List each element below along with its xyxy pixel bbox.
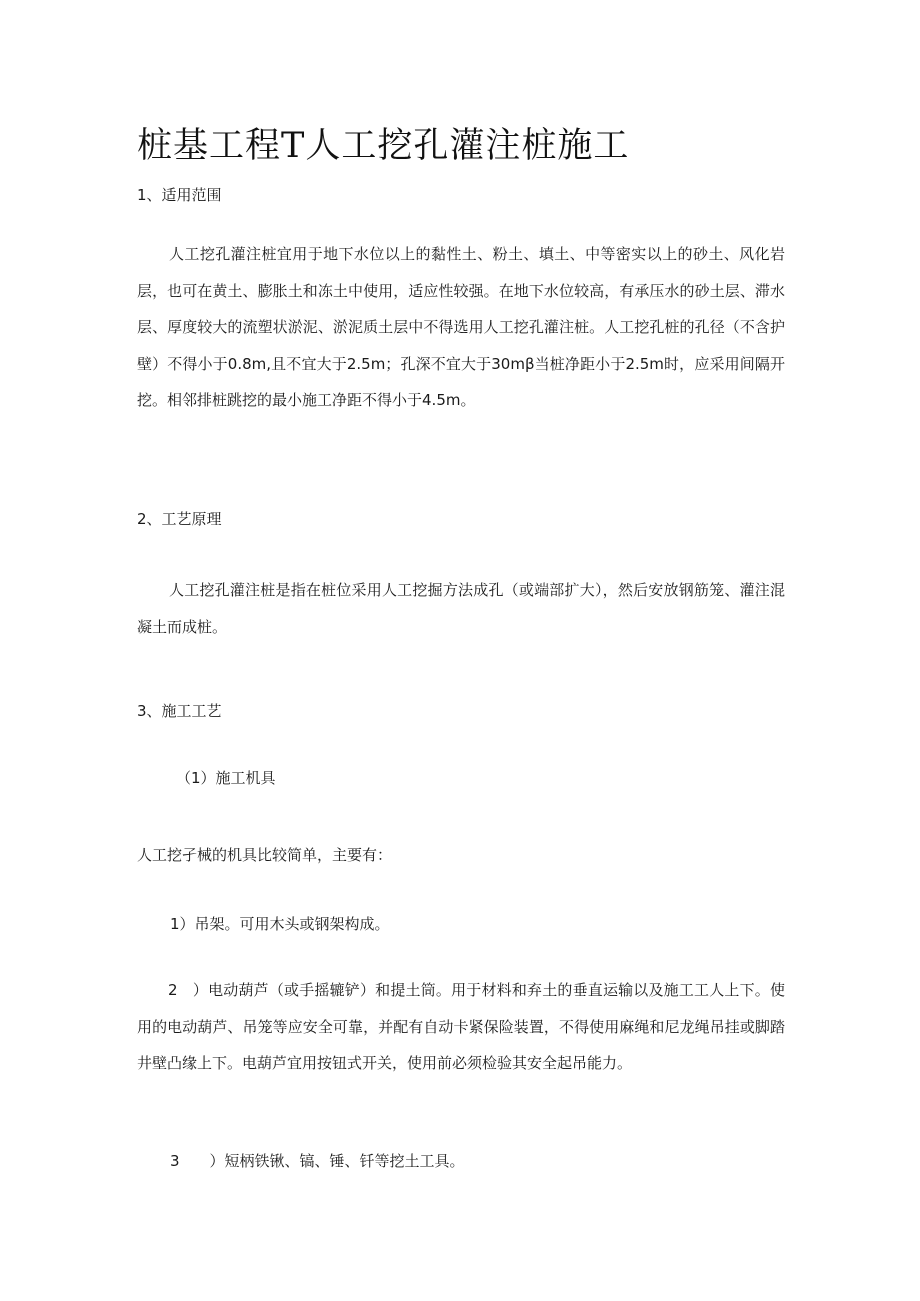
subheading-tools: （1）施工机具 — [176, 769, 276, 787]
document-title: 桩基工程T人工挖孔灌注桩施工 — [137, 126, 630, 166]
paragraph-principle: 人工挖孔灌注桩是指在桩位采用人工挖掘方法成孔（或端部扩大），然后安放钢筋笼、灌注混凝土而成桩。 — [137, 581, 785, 636]
tools-intro: 人工挖孑械的机具比较简单，主要有： — [137, 846, 393, 864]
list-item: 2 ）电动葫芦（或手摇辘铲）和提土筒。用于材料和弃土的垂直运输以及施工工人上下。使用的电动葫芦、吊笼等应安全可靠，并配有自动卡紧保险装置，不得使用麻绳和尼龙绳吊挂或脚踏井壁凸缘上下。电葫芦宜用按钮式开关，使用前必须检验其安全起吊能力。 — [137, 981, 785, 1072]
section-heading-scope: 1、适用范围 — [137, 186, 222, 204]
section-heading-principle: 2、工艺原理 — [137, 510, 222, 528]
section-heading-process: 3、施工工艺 — [137, 702, 222, 720]
list-item: 3 ）短柄铁锹、镐、锤、钎等挖土工具。 — [170, 1152, 465, 1170]
list-item: 1）吊架。可用木头或钢架构成。 — [170, 915, 390, 933]
paragraph-scope: 人工挖孔灌注桩宜用于地下水位以上的黏性土、粉土、填土、中等密实以上的砂土、风化岩层，也可在黄土、膨胀土和冻土中使用，适应性较强。在地下水位较高，有承压水的砂土层、滞水层、厚度较大的流塑状淤泥、淤泥质土层中不得选用人工挖孔灌注桩。人工挖孔桩的孔径（不含护壁）不得小于0.8m,且不宜大于2.5m；孔深不宜大于30mβ当桩净距小于2.5m时，应采用间隔开挖。相邻排桩跳挖的最小施工净距不得小于4.5m。 — [137, 245, 785, 409]
